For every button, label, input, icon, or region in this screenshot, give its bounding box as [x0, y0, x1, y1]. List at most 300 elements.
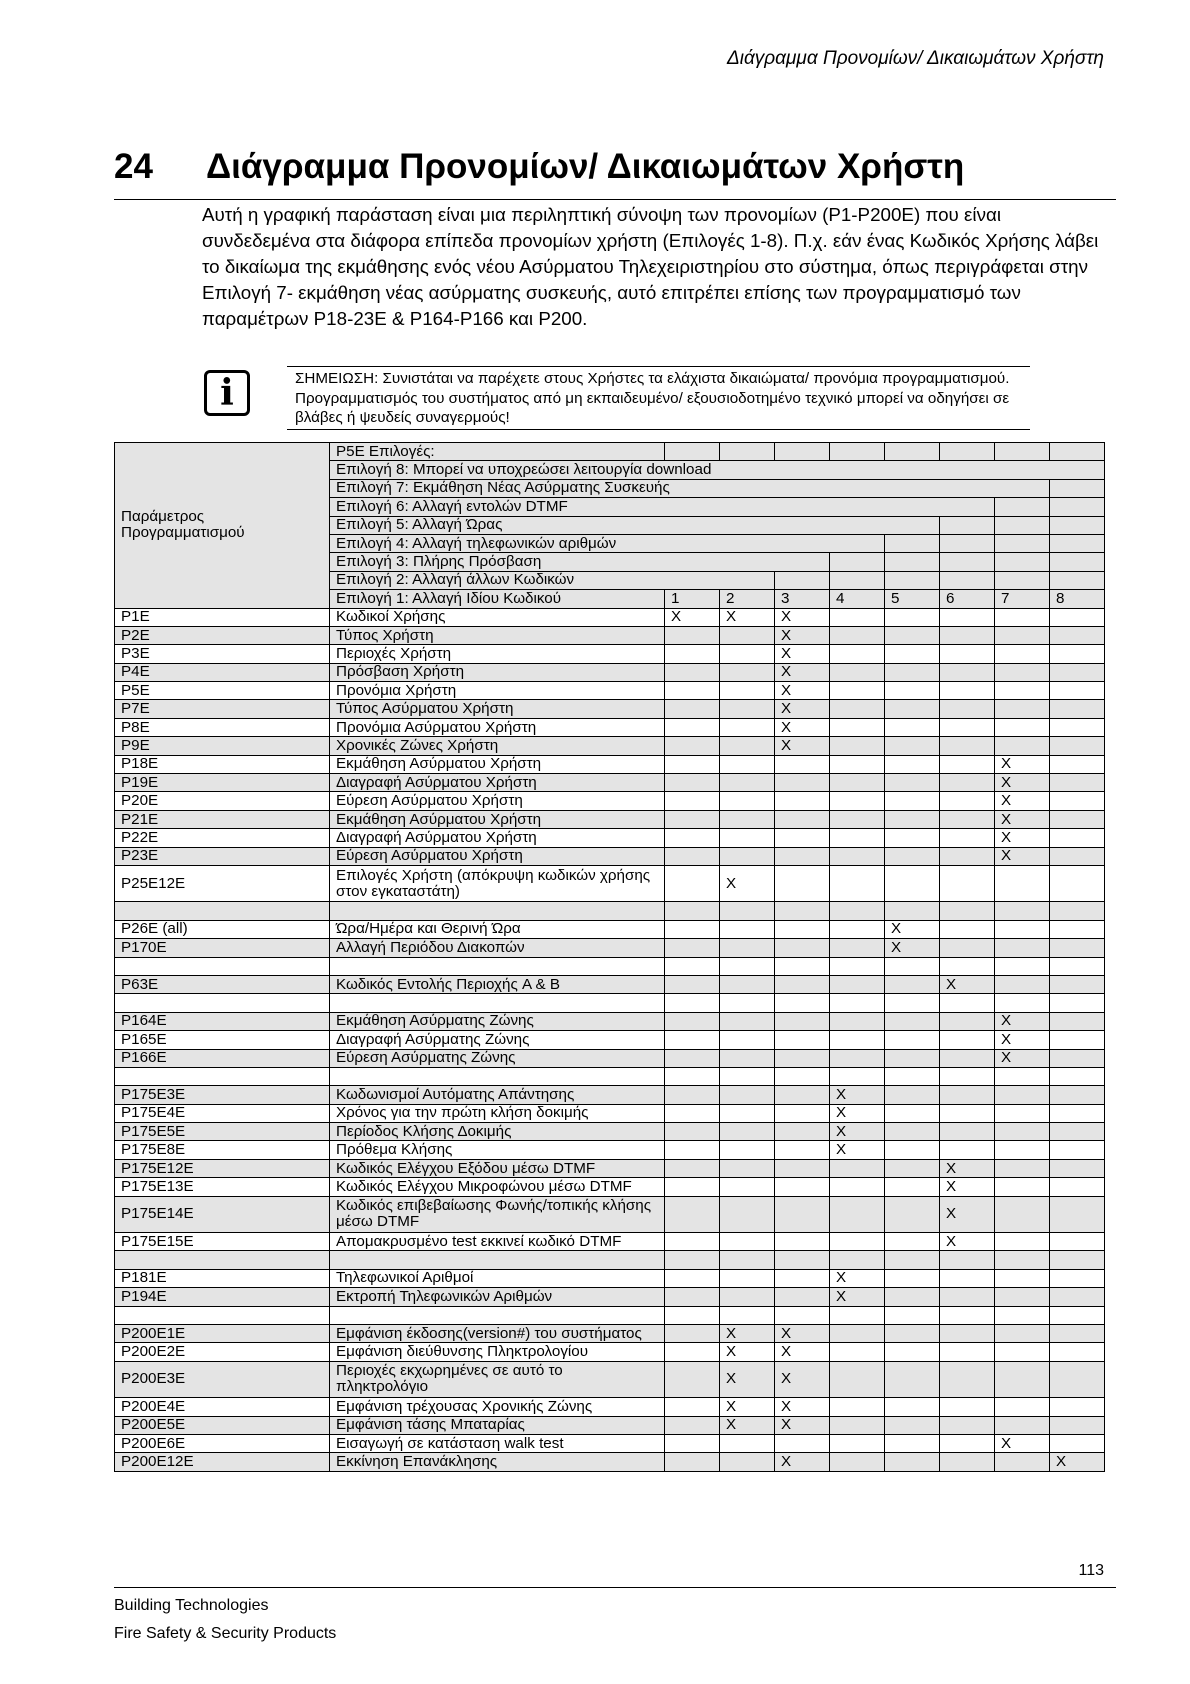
empty-cell — [115, 1251, 330, 1269]
empty-cell — [330, 957, 665, 975]
spacer-row — [115, 957, 1105, 975]
mark-cell — [1050, 1178, 1105, 1196]
mark-cell — [995, 1361, 1050, 1397]
option-label-2: Επιλογή 2: Αλλαγή άλλων Κωδικών — [330, 571, 775, 589]
mark-cell — [1050, 1086, 1105, 1104]
header-cell — [940, 443, 995, 461]
mark-cell — [940, 1031, 995, 1049]
empty-cell — [885, 994, 940, 1012]
spacer-row — [115, 902, 1105, 920]
mark-cell — [940, 718, 995, 736]
header-cell — [1050, 498, 1105, 516]
mark-cell — [995, 682, 1050, 700]
table-row — [115, 1269, 1105, 1287]
mark-cell: X — [775, 1416, 830, 1434]
mark-cell — [720, 847, 775, 865]
mark-cell — [940, 1012, 995, 1030]
mark-cell — [775, 1104, 830, 1122]
empty-cell — [830, 1251, 885, 1269]
empty-cell — [330, 1067, 665, 1085]
param-cell: P23E — [115, 847, 330, 865]
empty-cell — [775, 1306, 830, 1324]
empty-cell — [115, 994, 330, 1012]
mark-cell — [995, 1324, 1050, 1342]
mark-cell — [1050, 1049, 1105, 1067]
table-row — [115, 1288, 1105, 1306]
mark-cell — [665, 626, 720, 644]
mark-cell — [665, 1104, 720, 1122]
empty-cell — [330, 1306, 665, 1324]
mark-cell — [1050, 608, 1105, 626]
header-cell — [885, 553, 940, 571]
table-row — [115, 920, 1105, 938]
mark-cell — [830, 1324, 885, 1342]
mark-cell — [665, 1343, 720, 1361]
mark-cell — [940, 700, 995, 718]
mark-cell: X — [775, 608, 830, 626]
empty-cell — [995, 957, 1050, 975]
chapter-number: 24 — [114, 147, 153, 186]
mark-cell — [830, 626, 885, 644]
header-cell — [995, 534, 1050, 552]
description-cell: Κωδικοί Χρήσης — [330, 608, 665, 626]
empty-cell — [1050, 1251, 1105, 1269]
mark-cell — [995, 1416, 1050, 1434]
empty-cell — [1050, 957, 1105, 975]
table-row — [115, 865, 1105, 901]
mark-cell: X — [775, 1324, 830, 1342]
mark-cell — [775, 810, 830, 828]
mark-cell — [1050, 1012, 1105, 1030]
table-row — [115, 774, 1105, 792]
mark-cell — [720, 774, 775, 792]
options-title: P5E Επιλογές: — [330, 443, 665, 461]
param-cell: P18E — [115, 755, 330, 773]
header-cell — [940, 571, 995, 589]
column-number: 1 — [665, 590, 720, 608]
mark-cell — [940, 1086, 995, 1104]
header-cell — [720, 443, 775, 461]
header-cell — [830, 553, 885, 571]
param-cell: P7E — [115, 700, 330, 718]
mark-cell: X — [995, 1049, 1050, 1067]
empty-cell — [665, 1306, 720, 1324]
mark-cell: X — [775, 718, 830, 736]
mark-cell — [1050, 774, 1105, 792]
param-cell: P9E — [115, 737, 330, 755]
mark-cell: X — [995, 774, 1050, 792]
mark-cell — [830, 1343, 885, 1361]
param-cell: P26E (all) — [115, 920, 330, 938]
mark-cell — [830, 792, 885, 810]
mark-cell — [665, 755, 720, 773]
table-row — [115, 1361, 1105, 1397]
mark-cell — [665, 1086, 720, 1104]
mark-cell — [885, 645, 940, 663]
description-cell: Διαγραφή Ασύρματης Ζώνης — [330, 1031, 665, 1049]
empty-cell — [940, 1251, 995, 1269]
mark-cell: X — [995, 1434, 1050, 1452]
mark-cell — [940, 920, 995, 938]
description-cell: Διαγραφή Ασύρματου Χρήστη — [330, 774, 665, 792]
mark-cell — [775, 1031, 830, 1049]
table-row — [115, 682, 1105, 700]
table-row — [115, 1416, 1105, 1434]
param-cell: P175E8E — [115, 1141, 330, 1159]
empty-cell — [115, 1067, 330, 1085]
param-cell: P3E — [115, 645, 330, 663]
mark-cell — [995, 645, 1050, 663]
empty-cell — [720, 1251, 775, 1269]
mark-cell — [995, 1269, 1050, 1287]
param-cell: P5E — [115, 682, 330, 700]
mark-cell — [885, 1123, 940, 1141]
column-number: 2 — [720, 590, 775, 608]
empty-cell — [885, 957, 940, 975]
description-cell: Εμφάνιση τάσης Μπαταρίας — [330, 1416, 665, 1434]
table-row — [115, 1178, 1105, 1196]
empty-cell — [940, 994, 995, 1012]
table-row — [115, 1233, 1105, 1251]
mark-cell — [940, 626, 995, 644]
mark-cell — [1050, 865, 1105, 901]
mark-cell — [1050, 1398, 1105, 1416]
mark-cell: X — [830, 1288, 885, 1306]
empty-cell — [720, 1067, 775, 1085]
mark-cell — [830, 682, 885, 700]
mark-cell — [995, 700, 1050, 718]
mark-cell — [995, 1141, 1050, 1159]
param-cell: P19E — [115, 774, 330, 792]
table-row — [115, 1141, 1105, 1159]
mark-cell: X — [720, 1361, 775, 1397]
mark-cell: X — [720, 1343, 775, 1361]
mark-cell — [720, 829, 775, 847]
param-cell: P200E2E — [115, 1343, 330, 1361]
mark-cell — [720, 1104, 775, 1122]
mark-cell — [940, 1324, 995, 1342]
description-cell: Κωδικός επιβεβαίωσης Φωνής/τοπικής κλήσης μέσω DTMF — [330, 1196, 665, 1232]
description-cell: Επιλογές Χρήστη (απόκρυψη κωδικών χρήσης στον εγκαταστάτη) — [330, 865, 665, 901]
mark-cell — [720, 975, 775, 993]
chapter-heading — [114, 147, 1116, 200]
mark-cell — [830, 1178, 885, 1196]
header-cell — [830, 443, 885, 461]
mark-cell — [720, 718, 775, 736]
mark-cell — [940, 1434, 995, 1452]
mark-cell — [830, 663, 885, 681]
mark-cell — [995, 626, 1050, 644]
description-cell: Περιοχές Χρήστη — [330, 645, 665, 663]
mark-cell — [830, 1049, 885, 1067]
mark-cell — [940, 810, 995, 828]
description-cell: Τύπος Χρήστη — [330, 626, 665, 644]
table-row — [115, 1324, 1105, 1342]
mark-cell — [940, 1123, 995, 1141]
mark-cell — [885, 682, 940, 700]
header-cell — [1050, 571, 1105, 589]
table-row — [115, 1343, 1105, 1361]
description-cell: Διαγραφή Ασύρματου Χρήστη — [330, 829, 665, 847]
mark-cell — [885, 718, 940, 736]
empty-cell — [665, 902, 720, 920]
note-box: ΣΗΜΕΙΩΣΗ: Συνιστάται να παρέχετε στους Χρήστες τα ελάχιστα δικαιώματα/ προνόμια προγραμματισμού. Προγραμματισμός του συστήματος από μη εκπαιδευμένο/ εξουσιοδοτημένο τεχνικό μπορεί να οδηγήσει σε βλάβες ή ψευδείς συναγερμούς! — [287, 366, 1030, 430]
option-label-3: Επιλογή 3: Πλήρης Πρόσβαση — [330, 553, 830, 571]
empty-cell — [1050, 1306, 1105, 1324]
mark-cell — [775, 1123, 830, 1141]
mark-cell — [720, 663, 775, 681]
mark-cell — [665, 829, 720, 847]
header-cell — [775, 443, 830, 461]
mark-cell — [1050, 1324, 1105, 1342]
mark-cell — [830, 774, 885, 792]
mark-cell — [720, 1012, 775, 1030]
mark-cell — [775, 939, 830, 957]
mark-cell — [885, 1159, 940, 1177]
mark-cell: X — [940, 1159, 995, 1177]
empty-cell — [665, 957, 720, 975]
mark-cell: X — [775, 1453, 830, 1471]
mark-cell — [665, 810, 720, 828]
description-cell: Χρόνος για την πρώτη κλήση δοκιμής — [330, 1104, 665, 1122]
mark-cell — [665, 847, 720, 865]
mark-cell: X — [665, 608, 720, 626]
mark-cell: X — [830, 1141, 885, 1159]
mark-cell — [885, 626, 940, 644]
mark-cell — [885, 1288, 940, 1306]
column-number: 7 — [995, 590, 1050, 608]
mark-cell — [775, 1178, 830, 1196]
mark-cell — [720, 1233, 775, 1251]
mark-cell — [775, 1269, 830, 1287]
table-row — [115, 810, 1105, 828]
empty-cell — [1050, 902, 1105, 920]
mark-cell — [1050, 1141, 1105, 1159]
mark-cell — [720, 920, 775, 938]
mark-cell: X — [720, 1416, 775, 1434]
mark-cell: X — [775, 1398, 830, 1416]
mark-cell — [995, 1178, 1050, 1196]
empty-cell — [830, 1067, 885, 1085]
empty-cell — [885, 1306, 940, 1324]
mark-cell — [995, 663, 1050, 681]
mark-cell — [830, 1031, 885, 1049]
header-cell — [940, 553, 995, 571]
mark-cell: X — [775, 682, 830, 700]
header-cell — [940, 516, 995, 534]
mark-cell — [830, 975, 885, 993]
mark-cell — [1050, 1269, 1105, 1287]
mark-cell — [995, 1288, 1050, 1306]
description-cell: Εισαγωγή σε κατάσταση walk test — [330, 1434, 665, 1452]
param-cell: P200E12E — [115, 1453, 330, 1471]
param-cell: P175E15E — [115, 1233, 330, 1251]
table-row — [115, 755, 1105, 773]
mark-cell — [775, 920, 830, 938]
description-cell: Εύρεση Ασύρματου Χρήστη — [330, 792, 665, 810]
table-row — [115, 1123, 1105, 1141]
mark-cell — [885, 755, 940, 773]
table-row — [115, 608, 1105, 626]
mark-cell — [665, 1269, 720, 1287]
table-row — [115, 737, 1105, 755]
mark-cell — [1050, 829, 1105, 847]
mark-cell — [830, 1012, 885, 1030]
column-number: 5 — [885, 590, 940, 608]
spacer-row — [115, 1067, 1105, 1085]
mark-cell — [885, 700, 940, 718]
description-cell: Προνόμια Χρήστη — [330, 682, 665, 700]
spacer-row — [115, 1251, 1105, 1269]
description-cell: Εκμάθηση Ασύρματου Χρήστη — [330, 810, 665, 828]
column-number: 6 — [940, 590, 995, 608]
table-row — [115, 1086, 1105, 1104]
mark-cell — [940, 1288, 995, 1306]
param-cell: P2E — [115, 626, 330, 644]
privilege-table — [114, 442, 1105, 1472]
mark-cell — [1050, 1361, 1105, 1397]
mark-cell — [830, 1361, 885, 1397]
mark-cell — [1050, 755, 1105, 773]
table-row — [115, 700, 1105, 718]
table-row — [115, 626, 1105, 644]
column-number: 4 — [830, 590, 885, 608]
empty-cell — [830, 994, 885, 1012]
mark-cell — [940, 939, 995, 957]
mark-cell — [830, 920, 885, 938]
empty-cell — [775, 902, 830, 920]
mark-cell — [885, 865, 940, 901]
mark-cell — [830, 1398, 885, 1416]
mark-cell — [720, 1031, 775, 1049]
option-label-4: Επιλογή 4: Αλλαγή τηλεφωνικών αριθμών — [330, 534, 885, 552]
mark-cell — [665, 1196, 720, 1232]
empty-cell — [720, 902, 775, 920]
mark-cell — [1050, 1031, 1105, 1049]
description-cell: Αλλαγή Περιόδου Διακοπών — [330, 939, 665, 957]
mark-cell — [940, 737, 995, 755]
mark-cell — [775, 1086, 830, 1104]
chapter-title: Διάγραμμα Προνομίων/ Δικαιωμάτων Χρήστη — [206, 147, 965, 186]
mark-cell — [885, 1269, 940, 1287]
mark-cell — [830, 718, 885, 736]
description-cell: Ώρα/Ημέρα και Θερινή Ώρα — [330, 920, 665, 938]
mark-cell — [885, 810, 940, 828]
mark-cell — [885, 737, 940, 755]
mark-cell — [830, 847, 885, 865]
param-cell: P1E — [115, 608, 330, 626]
intro-paragraph: Αυτή η γραφική παράσταση είναι μια περιληπτική σύνοψη των προνομίων (P1-P200E) που είναι συνδεδεμένα στα διάφορα επίπεδα προνομίων χρήστη (Επιλογές 1-8). Π.χ. εάν ένας Κωδικός Χρήσης λάβει το δικαίωμα της εκμάθησης ενός νέου Ασύρματου Τηλεχειριστηρίου στο σύστημα, όπως περιγράφεται στην Επιλογή 7- εκμάθηση νέας ασύρματης συσκευής, αυτό επιτρέπει επίσης των προγραμματισμό των παραμέτρων P18-23E & P164-P166 και P200. — [202, 204, 1099, 329]
mark-cell — [1050, 1233, 1105, 1251]
mark-cell — [665, 1233, 720, 1251]
description-cell: Εκκίνηση Επανάκλησης — [330, 1453, 665, 1471]
mark-cell — [665, 1398, 720, 1416]
mark-cell: X — [995, 1031, 1050, 1049]
mark-cell — [995, 1398, 1050, 1416]
table-row — [115, 847, 1105, 865]
mark-cell — [720, 1086, 775, 1104]
mark-cell — [830, 1416, 885, 1434]
mark-cell — [885, 1031, 940, 1049]
mark-cell — [1050, 1104, 1105, 1122]
mark-cell — [665, 1178, 720, 1196]
mark-cell — [885, 608, 940, 626]
description-cell: Εμφάνιση διεύθυνσης Πληκτρολογίου — [330, 1343, 665, 1361]
mark-cell — [1050, 718, 1105, 736]
description-cell: Εύρεση Ασύρματης Ζώνης — [330, 1049, 665, 1067]
empty-cell — [775, 994, 830, 1012]
empty-cell — [830, 957, 885, 975]
description-cell: Προνόμια Ασύρματου Χρήστη — [330, 718, 665, 736]
mark-cell — [995, 939, 1050, 957]
mark-cell — [995, 975, 1050, 993]
mark-cell: X — [995, 792, 1050, 810]
mark-cell — [940, 663, 995, 681]
mark-cell — [830, 829, 885, 847]
param-cell: P4E — [115, 663, 330, 681]
column-number: 8 — [1050, 590, 1105, 608]
mark-cell — [1050, 1288, 1105, 1306]
description-cell: Πρόσβαση Χρήστη — [330, 663, 665, 681]
mark-cell: X — [720, 1398, 775, 1416]
mark-cell — [885, 774, 940, 792]
mark-cell — [720, 1434, 775, 1452]
description-cell: Τηλεφωνικοί Αριθμοί — [330, 1269, 665, 1287]
mark-cell — [720, 1196, 775, 1232]
mark-cell — [940, 774, 995, 792]
header-cell — [775, 571, 830, 589]
header-cell — [1050, 534, 1105, 552]
param-cell: P63E — [115, 975, 330, 993]
mark-cell — [1050, 810, 1105, 828]
mark-cell: X — [720, 608, 775, 626]
mark-cell — [720, 700, 775, 718]
mark-cell — [885, 1324, 940, 1342]
mark-cell: X — [775, 737, 830, 755]
mark-cell — [995, 1343, 1050, 1361]
mark-cell — [1050, 737, 1105, 755]
mark-cell — [995, 1159, 1050, 1177]
mark-cell — [775, 755, 830, 773]
mark-cell — [995, 1196, 1050, 1232]
table-row — [115, 939, 1105, 957]
mark-cell — [885, 829, 940, 847]
param-cell: P166E — [115, 1049, 330, 1067]
mark-cell — [940, 755, 995, 773]
mark-cell: X — [775, 1343, 830, 1361]
empty-cell — [775, 1067, 830, 1085]
mark-cell — [720, 1159, 775, 1177]
mark-cell — [995, 1086, 1050, 1104]
mark-cell — [940, 1361, 995, 1397]
mark-cell — [665, 1434, 720, 1452]
empty-cell — [1050, 994, 1105, 1012]
mark-cell — [720, 1288, 775, 1306]
mark-cell — [995, 737, 1050, 755]
param-cell: P200E3E — [115, 1361, 330, 1397]
mark-cell — [720, 626, 775, 644]
mark-cell — [885, 1049, 940, 1067]
param-cell: P25E12E — [115, 865, 330, 901]
mark-cell — [775, 865, 830, 901]
table-row — [115, 1453, 1105, 1471]
param-header: Παράμετρος Προγραμματισμού — [115, 443, 330, 609]
mark-cell — [885, 663, 940, 681]
option-label-8: Επιλογή 8: Μπορεί να υποχρεώσει λειτουργία download — [330, 461, 1105, 479]
mark-cell — [720, 1141, 775, 1159]
description-cell: Περίοδος Κλήσης Δοκιμής — [330, 1123, 665, 1141]
info-icon: i — [204, 370, 250, 416]
